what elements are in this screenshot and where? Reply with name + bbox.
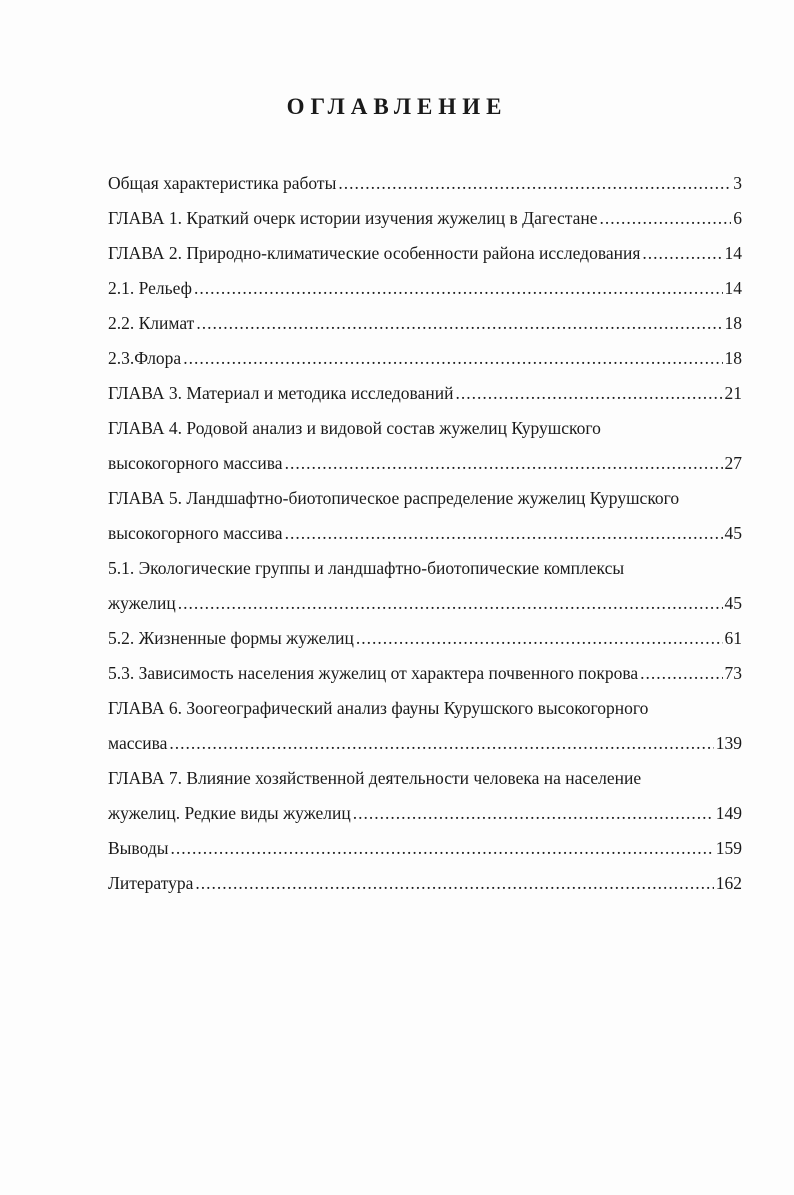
dot-leader (285, 516, 723, 551)
toc-entry-lead-text: ГЛАВА 7. Влияние хозяйственной деятельности человека на население (108, 768, 642, 788)
toc-entry[interactable] (108, 271, 742, 306)
dot-leader (178, 586, 723, 621)
toc-entry[interactable] (108, 831, 742, 866)
toc-line (108, 866, 742, 901)
toc-entry[interactable] (108, 656, 742, 691)
toc-line (108, 166, 742, 201)
dot-leader (195, 866, 713, 901)
toc-entry[interactable] (108, 866, 742, 901)
toc-entry-text: 5.2. Жизненные формы жужелиц (108, 628, 354, 648)
toc-line (108, 271, 742, 306)
toc-page-number: 45 (724, 593, 742, 613)
toc-entry-text: жужелиц (108, 593, 176, 613)
toc-entry[interactable] (108, 236, 742, 271)
toc-entry[interactable] (108, 621, 742, 656)
toc-entry-lead-text: ГЛАВА 6. Зоогеографический анализ фауны Курушского высокогорного (108, 698, 649, 718)
toc-page-number: 159 (715, 838, 742, 858)
toc-page-number: 14 (724, 278, 742, 298)
dot-leader (640, 656, 722, 691)
toc-line (108, 201, 742, 236)
toc-entry-text: 2.2. Климат (108, 313, 195, 333)
toc-entry[interactable] (108, 481, 742, 551)
toc-page-number: 3 (733, 173, 742, 193)
toc-entry-text: 5.3. Зависимость населения жужелиц от характера почвенного покрова (108, 663, 639, 683)
toc-line (108, 796, 742, 831)
dot-leader (169, 726, 713, 761)
toc-line (108, 726, 742, 761)
dot-leader (353, 796, 714, 831)
toc-entry-text: ГЛАВА 3. Материал и методика исследований (108, 383, 454, 403)
toc-line (108, 656, 742, 691)
toc-entry[interactable] (108, 551, 742, 621)
dot-leader (600, 201, 732, 236)
toc-entry[interactable] (108, 376, 742, 411)
toc-entry[interactable] (108, 761, 742, 831)
dot-leader (194, 271, 723, 306)
toc-page-number: 18 (724, 348, 742, 368)
toc-line (108, 341, 742, 376)
toc-line (108, 516, 742, 551)
dot-leader (455, 376, 722, 411)
toc-entry-text: ГЛАВА 2. Природно-климатические особенности района исследования (108, 243, 641, 263)
toc-entry-text: Литература (108, 873, 194, 893)
toc-entry-lead-text: 5.1. Экологические группы и ландшафтно-биотопические комплексы (108, 558, 625, 578)
toc-entry[interactable] (108, 341, 742, 376)
toc-entry-text: Общая характеристика работы (108, 173, 337, 193)
toc-page-number: 21 (724, 383, 742, 403)
dot-leader (183, 341, 722, 376)
toc-entry-text: жужелиц. Редкие виды жужелиц (108, 803, 351, 823)
dot-leader (356, 621, 723, 656)
toc-entry[interactable] (108, 306, 742, 341)
dot-leader (338, 166, 731, 201)
toc-line (108, 621, 742, 656)
toc-entry[interactable] (108, 201, 742, 236)
toc-entry[interactable] (108, 411, 742, 481)
toc-page-number: 45 (724, 523, 742, 543)
toc-page-number: 6 (733, 208, 742, 228)
toc-entry-text: массива (108, 733, 168, 753)
toc-page-number: 61 (724, 628, 742, 648)
toc-entry-text: высокогорного массива (108, 453, 283, 473)
toc-page-number: 27 (724, 453, 742, 473)
toc-page-number: 139 (715, 733, 742, 753)
toc-entry[interactable] (108, 166, 742, 201)
toc-entry-lead-text: ГЛАВА 5. Ландшафтно-биотопическое распределение жужелиц Курушского (108, 488, 680, 508)
toc-line (108, 831, 742, 866)
toc-entry-text: 2.3.Флора (108, 348, 182, 368)
toc-page-number: 149 (715, 803, 742, 823)
dot-leader (170, 831, 713, 866)
toc-entry-text: высокогорного массива (108, 523, 283, 543)
dot-leader (642, 236, 722, 271)
toc-page-number: 162 (715, 873, 742, 893)
toc-line (108, 236, 742, 271)
toc-page-number: 14 (724, 243, 742, 263)
toc-entry-text: ГЛАВА 1. Краткий очерк истории изучения жужелиц в Дагестане (108, 208, 598, 228)
page-title: ОГЛАВЛЕНИЕ (286, 94, 508, 119)
toc-entry-text: Выводы (108, 838, 169, 858)
toc-line (108, 446, 742, 481)
toc-line (108, 376, 742, 411)
toc-entry-lead-text: ГЛАВА 4. Родовой анализ и видовой состав жужелиц Курушского (108, 418, 601, 438)
dot-leader (196, 306, 722, 341)
toc-line (108, 306, 742, 341)
toc-page-number: 73 (724, 663, 742, 683)
dot-leader (285, 446, 723, 481)
toc-entry[interactable] (108, 691, 742, 761)
table-of-contents (108, 166, 742, 901)
toc-line (108, 586, 742, 621)
toc-page-number: 18 (724, 313, 742, 333)
toc-entry-text: 2.1. Рельеф (108, 278, 192, 298)
